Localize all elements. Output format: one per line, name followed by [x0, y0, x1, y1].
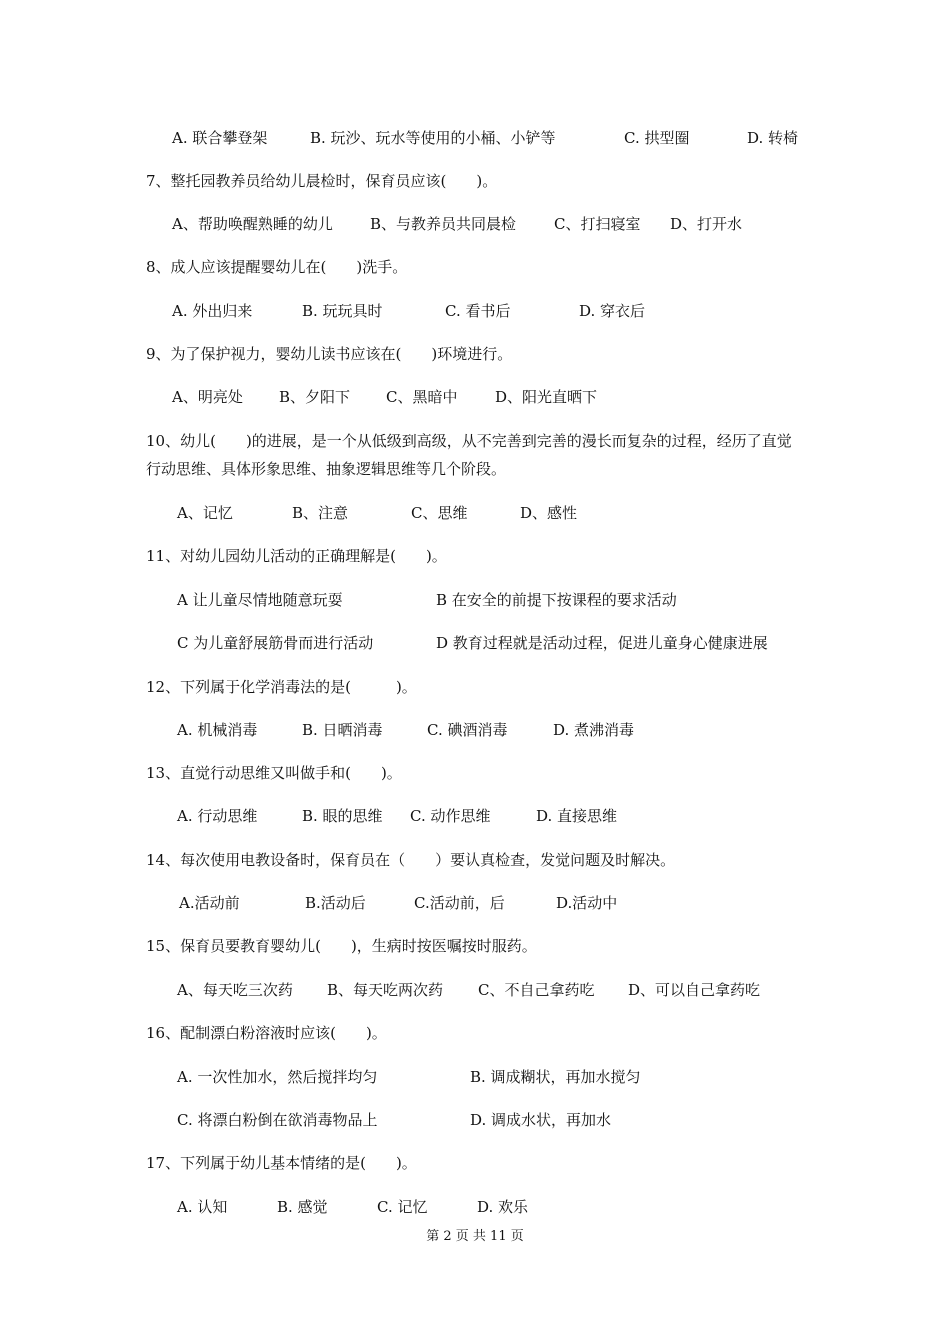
option-c: C. 动作思维	[410, 807, 491, 825]
option-c: C、黑暗中	[386, 388, 458, 406]
option-d: D. 转椅	[747, 129, 799, 147]
option-b: B. 感觉	[277, 1198, 328, 1216]
option-c: C、不自己拿药吃	[478, 981, 595, 999]
option-a: A、帮助唤醒熟睡的幼儿	[172, 215, 333, 233]
option-b: B. 眼的思维	[302, 807, 383, 825]
option-d: D、感性	[520, 504, 578, 522]
option-b: B. 玩玩具时	[302, 302, 383, 320]
option-c: C. 将漂白粉倒在欲消毒物品上	[177, 1111, 378, 1129]
question-15-stem: 15、保育员要教育婴幼儿( )，生病时按医嘱按时服药。	[146, 937, 537, 955]
option-b: B、夕阳下	[279, 388, 351, 406]
option-b: B、注意	[292, 504, 349, 522]
option-c: C. 看书后	[445, 302, 511, 320]
option-c: C、思维	[411, 504, 468, 522]
option-a: A.活动前	[179, 894, 240, 912]
question-16-stem: 16、配制漂白粉溶液时应该( )。	[146, 1024, 387, 1042]
option-a: A、记忆	[177, 504, 233, 522]
option-b: B、与教养员共同晨检	[370, 215, 517, 233]
option-a: A. 认知	[177, 1198, 228, 1216]
question-11-stem: 11、对幼儿园幼儿活动的正确理解是( )。	[146, 547, 447, 565]
option-d: D、打开水	[670, 215, 743, 233]
option-d: D 教育过程就是活动过程，促进儿童身心健康进展	[436, 634, 768, 652]
option-d: D.活动中	[556, 894, 618, 912]
option-c: C. 记忆	[377, 1198, 428, 1216]
page-number: 第 2 页 共 11 页	[426, 1229, 524, 1244]
option-b: B、每天吃两次药	[327, 981, 444, 999]
question-9-stem: 9、为了保护视力，婴幼儿读书应该在( )环境进行。	[146, 345, 513, 363]
option-c: C. 拱型圈	[624, 129, 690, 147]
option-d: D. 煮沸消毒	[553, 721, 635, 739]
option-d: D. 欢乐	[477, 1198, 529, 1216]
option-c: C. 碘酒消毒	[427, 721, 508, 739]
option-c: C.活动前，后	[414, 894, 505, 912]
option-d: D、阳光直晒下	[495, 388, 598, 406]
option-a: A. 联合攀登架	[172, 129, 268, 147]
option-d: D. 直接思维	[536, 807, 618, 825]
option-d: D. 调成水状，再加水	[470, 1111, 612, 1129]
option-c: C 为儿童舒展筋骨而进行活动	[177, 634, 374, 652]
option-a: A. 外出归来	[172, 302, 253, 320]
question-8-stem: 8、成人应该提醒婴幼儿在( )洗手。	[146, 258, 408, 276]
question-17-stem: 17、下列属于幼儿基本情绪的是( )。	[146, 1154, 417, 1172]
option-b: B 在安全的前提下按课程的要求活动	[436, 591, 677, 609]
option-c: C、打扫寝室	[554, 215, 641, 233]
option-b: B. 调成糊状，再加水搅匀	[470, 1068, 641, 1086]
option-a: A、每天吃三次药	[177, 981, 293, 999]
option-a: A. 机械消毒	[177, 721, 258, 739]
question-13-stem: 13、直觉行动思维又叫做手和( )。	[146, 764, 402, 782]
question-12-stem: 12、下列属于化学消毒法的是( )。	[146, 678, 417, 696]
question-7-stem: 7、整托园教养员给幼儿晨检时，保育员应该( )。	[146, 172, 498, 190]
option-b: B. 日晒消毒	[302, 721, 383, 739]
question-14-stem: 14、每次使用电教设备时，保育员在（ ）要认真检查，发觉问题及时解决。	[146, 851, 676, 869]
option-a: A 让儿童尽情地随意玩耍	[177, 591, 343, 609]
option-d: D、可以自己拿药吃	[628, 981, 761, 999]
option-d: D. 穿衣后	[579, 302, 646, 320]
option-b: B.活动后	[305, 894, 366, 912]
question-10-stem: 10、幼儿( )的进展，是一个从低级到高级，从不完善到完善的漫长而复杂的过程，经历了直觉行动思维、具体形象思维、抽象逻辑思维等几个阶段。	[146, 432, 792, 478]
option-a: A. 一次性加水，然后搅拌均匀	[177, 1068, 378, 1086]
option-a: A、明亮处	[172, 388, 243, 406]
option-a: A. 行动思维	[177, 807, 258, 825]
option-b: B. 玩沙、玩水等使用的小桶、小铲等	[310, 129, 556, 147]
